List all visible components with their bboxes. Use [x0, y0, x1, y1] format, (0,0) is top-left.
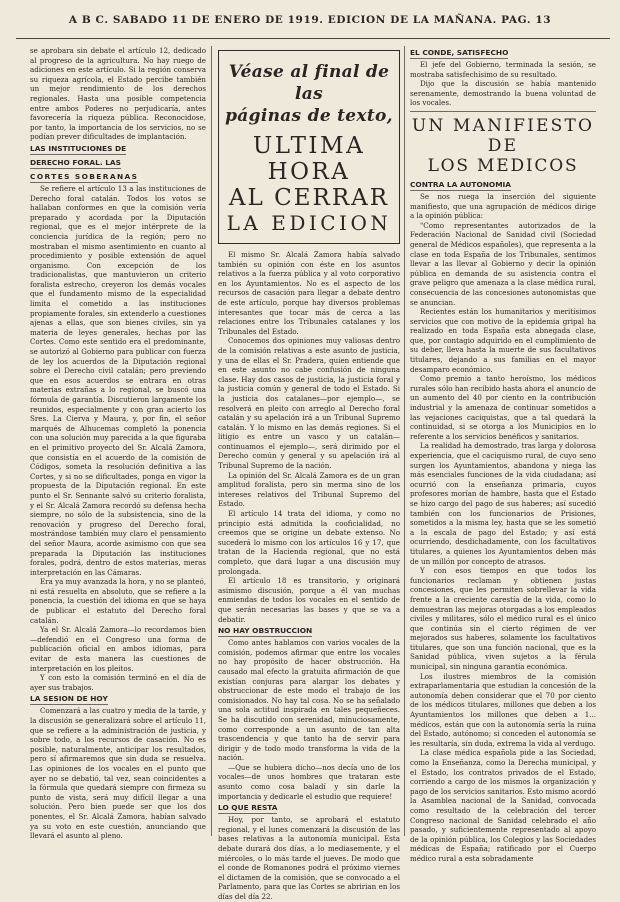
- page-header: A B C. SABADO 11 DE ENERO DE 1919. EDICION DE LA MAÑANA. PAG. 13: [68, 14, 552, 26]
- article-paragraph: Hoy, por tanto, se aprobará el estatuto regional, y el lunes comenzará la discusión de las bases relativas a la autonomía municipal. Esta debate durará dos días, a lo mediasemente, y el miércoles, o lo más tarde el jueves. De modo que el conde de Romanones podrá el próximo viernes el dictamen de la comisión, que se convocado a el Parlamento, para que las Cortes se abririan en los días del día 22.: [218, 815, 400, 901]
- article-paragraph: Como premio a tanto heroísmo, los médicos rurales sólo han recibido hasta ahora el anuncio de un aumento del 40 por ciento en la contribución industrial y la amenaza de continuar sometidos a las vejaciones caciquistas, que a tal quedará la continuidad, si se otorga a los Municipios en lo referente a los servicios benéficos y sanitarios.: [410, 374, 596, 441]
- header-rule: [16, 38, 610, 39]
- note-line: páginas de texto,: [225, 106, 393, 126]
- column-rule-1: [211, 46, 212, 836]
- headline-line: UN MANIFIESTO DE: [411, 115, 595, 156]
- section-heading: NO HAY OBSTRUCCION: [218, 626, 313, 636]
- article-paragraph: La clase médica española pide a las Sociedad, como la Enseñanza, como la Derecha municipal, y el Estado, los contratos privados de el Estado, corriendo a cargo de los mismos la organización y pago de los servicios sanitarios. Esto mismo acordó la Asamblea nacional de la Sanidad, convocada como resultado de la celebración del tercer Congreso nacional de Sanidad celebrado el año pasado, y suficientemente representado al apoyo de la opinión pública, los Colegios y las Sociedades médicas de España; ratificado por el Cuerpo médico rural a esta sobradamente: [410, 748, 596, 863]
- article-paragraph: El jefe del Gobierno, terminada la sesión, se mostraba satisfechísimo de su resultado.: [410, 60, 596, 79]
- section-heading: EL CONDE, SATISFECHO: [410, 48, 509, 57]
- article-paragraph: La realidad ha demostrado, tras larga y dolorosa experiencia, que el caciquismo rural, de cuyo seno surgen los Ayuntamientos, abandona y niega las más esenciales funciones de la vida ciudadana; así ocurrió con la enseñanza primaria, cuyos profesores morían de hambre, hasta que el Estado se hizo cargo del pago de sus haberes; así sucedió también con los funcionarios de Prisiones, sometidos a la misma ley, hasta que se les sometió a la escala de pago del Estado; y así está ocurriendo, desdichadamente, con los facultativos titulares, a quienes los Ayuntamientos deben más de un millón por concepto de atrasos.: [410, 441, 596, 566]
- article-paragraph: se aprobara sin debate el artículo 12, dedicado al progreso de la agricultura. No hay ruego de adiciones en este artículo. Si la región conserva su riqueza agrícola, el Estado percibe también un mejor rendimiento de los derechos regionales. Hasta una posible competencia entre ambos Poderes no perjudicaría, antes favorecería la riqueza pública. Reconocidose, por tanto, la importancia de los servicios, no se podían prever dificultades de implantación.: [30, 46, 206, 142]
- article-paragraph: Dijo que la discusión se había mantenido serenamente, demostrando la buena voluntad de los vocales.: [410, 79, 596, 108]
- column-2: [218, 46, 400, 901]
- article-paragraph: "Como representantes autorizados de la Federación Nacional de Sanidad civil (Sociedad general de Médicos españoles), que representa a la clase en toda España de los Tribunales, sentimos llevar a las llevar al Gobierno y decir la opinión pública en demanda de su asistencia contra el grave peligro que amenaza a la clase médica rural, consecuencia de las concesiones autonomistas que se anuncian.: [410, 220, 596, 307]
- article-headline: [410, 116, 596, 176]
- article-paragraph: El artículo 18 es transitorio, y originará asimismo discusión, porque a él van muchas enmiendas de todos los vocales en el sentido de que serán necesarias las bases y que se va a debatir.: [218, 576, 400, 624]
- article-paragraph: Como antes hablamos con varios vocales de la comisión, podemos afirmar que entre los vocales no hay propósito de hacer obstrucción. Ha causado mal efecto la gratuita afirmación de que existían conjuras para alargar los debates y obstruccionar de este modo el trabajo de los comisionados. No hay tal cosa. No se ha señalado una sola actitud inspirada en tales pequeñeces. Se ha discutido con serenidad, minuciosamente, como corresponde a un asunto de tan alta trascendencia y que tanto ha de servir para dirigir y de todo modo transforma la vida de la nación.: [218, 638, 400, 763]
- headline-line: LOS MEDICOS: [427, 155, 579, 176]
- last-hour-title: ULTIMA HORA: [252, 133, 366, 185]
- article-paragraph: Y con esto la comisión terminó en el día de ayer sus trabajos.: [30, 673, 206, 692]
- article-paragraph: Comenzará a las cuatro y media de la tarde, y la discusión se generalizará sobre el artículo 11, que se refiere a la administración de justicia, y sobre todo, a los recursos de casación. No es posible, naturalmente, anticipar los resultados, pero sí afirmaremos que sin duda se resuelva. Las opiniones de los vocales en el punto que ayer no se debatió, tal vez, sean coincidentes a la fórmula que quedará siempre con firmeza su punto de vista, será muy difícil llegar a una solución. Pero bien puede ser que los dos ponentes, el Sr. Alcalá Zamora, habían salvado ya su voto en este cuestión, anunciando que llevará el asunto al pleno.: [30, 706, 206, 841]
- column-3: [410, 46, 596, 863]
- last-hour-title: LA EDICION: [226, 211, 392, 235]
- last-hour-box: [218, 50, 400, 244]
- section-heading: LA SESION DE HOY: [30, 694, 108, 704]
- article-paragraph: Se nos ruega la inserción del siguiente manifiesto, que una agrupación de médicos dirige a la opinión pública:: [410, 191, 596, 221]
- note-line: Véase al final de las: [228, 62, 390, 104]
- article-paragraph: —Que se hubiera dicho—nos decía uno de los vocales—de unos hombres que trataran este asunto como cosa baladí y sin darle la importancia y dedicarle el estudio que requiere!: [218, 762, 400, 801]
- divider: [410, 111, 596, 112]
- article-paragraph: El artículo 14 trata del idioma, y como no principio está admitida la cooficialidad, no creemos que se origine un debate extenso. No sucederá lo mismo con los artículos 16 y 17, que tratan de la Hacienda regional, que no está completo, que dará lugar a una discusión muy prolongada.: [218, 509, 400, 576]
- article-paragraph: La opinión del Sr. Alcalá Zamora es de un gran amplitud foralista, pero sin merma sino de los intereses relativos del Tribunal Supremo del Estado.: [218, 470, 400, 509]
- article-paragraph: Se refiere el artículo 13 a las instituciones de Derecho foral catalán. Todos los votos se hallaban conformes en que la comisión vería preparado y acordada por la Diputación regional, que es el mejor intérprete de la conciencia jurídica de la región; pero no mostraban el mismo asentimiento en cuanto al procedimiento y posible extensión de aquel organismo. Con excepción de los tradicionalistas, que mantuvieron un criterio foralista estrecho, creyeron los demás vocales que el fundamento mismo de la especialidad limita el cometido a las instituciones propiamente forales, sin extenderlo a cuestiones ajenas a ellas, que son bienes civiles, sin ya materia de leyes generales, hechas por las Cortes. Como este sentido era el predominante, se autorizó al Gobierno para publicar con fuerza de ley los acuerdos de la Diputación regional sobre el Derecho civil catalán; pero previendo que en esos acuerdos se entrara en otras materias extrañas a lo regional, se buscó una fórmula de garantía. Discutieron largamente los reunidos, especialmente y con gran acierto los Sres. La Cierva y Maura, y, por fin, el señor marqués de Alhucemas completó la ponencia con una solución muy parecida a la que figuraba en el primitivo proyecto del Sr. Alcalá Zamora, que consistía en el acuerdo de la comisión de Códigos, someta la resolución definitiva a las Cortes, y si no se dificultades, ponga en vigor la propuesta de la Diputación regional. En este punto el Sr. Sennante salvó su criterio foralista, y el Sr. Alcalá Zamora recordó su defensa hecha siempre, no sólo de la subsistencia, sino de la renovación y progreso del Derecho foral, mostrándose también muy claro el pensamiento del señor Maura, acorde asimismo con que sea preparada la Diputación las instituciones forales, podrá, dentro de estos materias, meras interpretación en las Cámaras.: [30, 183, 206, 577]
- section-heading: DERECHO FORAL. LAS: [30, 157, 121, 167]
- article-paragraph: Era ya muy avanzada la hora, y no se planteó, ni está resuelta en absoluto, que se refiere a la ponencia, la cuestión del idioma en que se haya de publicar el estatuto del Derecho foral catalán.: [30, 577, 206, 625]
- section-heading: CONTRA LA AUTONOMIA: [410, 179, 512, 189]
- section-heading: LO QUE RESTA: [218, 803, 278, 813]
- article-paragraph: Los ilustres miembros de la comisión extraparlamentaria que estudian la concesión de la autonomía deben considerar que el 70 por ciento de los médicos titulares, millones que deben a los Ayuntamientos los millones que deben a 1... médicos, están que con la autonomía sería la ruina del Estado, autónomo; si conceden el autonomía se les resultaría, sin duda, extrema la vida al verdugo.: [410, 671, 596, 748]
- column-rule-2: [404, 46, 405, 836]
- article-paragraph: Y con esos tiempos en que todos los funcionarios reclaman y obtienen justas concesiones, que les permiten sobrellevar la vida frente a la creciente carestía de la vida, como lo demuestran las mejoras otorgadas a los empleados civiles y militares, sólo el médico rural es el único que continúa sin el cierto régimen de ver mejorados sus haberes, solamente los facultativos titulares, que son una función nacional, que es la Sanidad pública, viven sujetos a la férula municipal, sin ninguna garantía económica.: [410, 566, 596, 672]
- article-paragraph: Conocemos dos opiniones muy valiosas dentro de la comisión relativas a este asunto de justicia, y una de ellas el Sr. Pradera, quien entiende que en este asunto no cabe confusión de ninguna clase. Hay dos casos de justicia, la justicia foral y la justicia común y general de todo el Estado. Si la justicia dos catalanes—por ejemplo—, se resolverá en pleito con arreglo al Derecho foral catalán y su apelación irá a un Tribunal Supremo catalán. Y lo mismo en las demás regiones. Si el litigio es entre un vasco y un catalán—continuamos el ejemplo—, será dirimido por el Derecho común y general y su apelación irá al Tribunal Supremo de la nación.: [218, 336, 400, 471]
- section-heading: CORTES SOBERANAS: [30, 171, 139, 181]
- article-paragraph: El mismo Sr. Alcalá Zamora había salvado también su opinión con éste en los asuntos relativos a la fuerza pública y al voto corporativo en los Ayuntamientos. No es el aspecto de los recursos de casación para llegar a debate dentro de este artículo, porque hay diversos problemas interesantes que tocar más de cerca a las relaciones entre los Tribunales catalanes y los Tribunales del Estado.: [218, 250, 400, 336]
- article-paragraph: Recientes están los humanitarios y meritísimos servicios que con motivo de la epidemia gripal ha realizado en toda España esta abnegada clase, que, por contagio adquirido en el cumplimiento de su deber, lleva hasta la muerte de sus facultativos titulares, dejando a sus familias en el mayor desamparo económico.: [410, 307, 596, 374]
- article-paragraph: Ya el Sr. Alcalá Zamora—lo recordamos bien—defendió en el Congreso una forma de publicación oficial en ambos idiomas, para evitar de esta manera las cuestiones de interpretación en los pleitos.: [30, 625, 206, 673]
- column-1: [30, 46, 206, 841]
- last-hour-title: AL CERRAR: [228, 185, 390, 211]
- section-heading: LAS INSTITUCIONES DE: [30, 143, 127, 153]
